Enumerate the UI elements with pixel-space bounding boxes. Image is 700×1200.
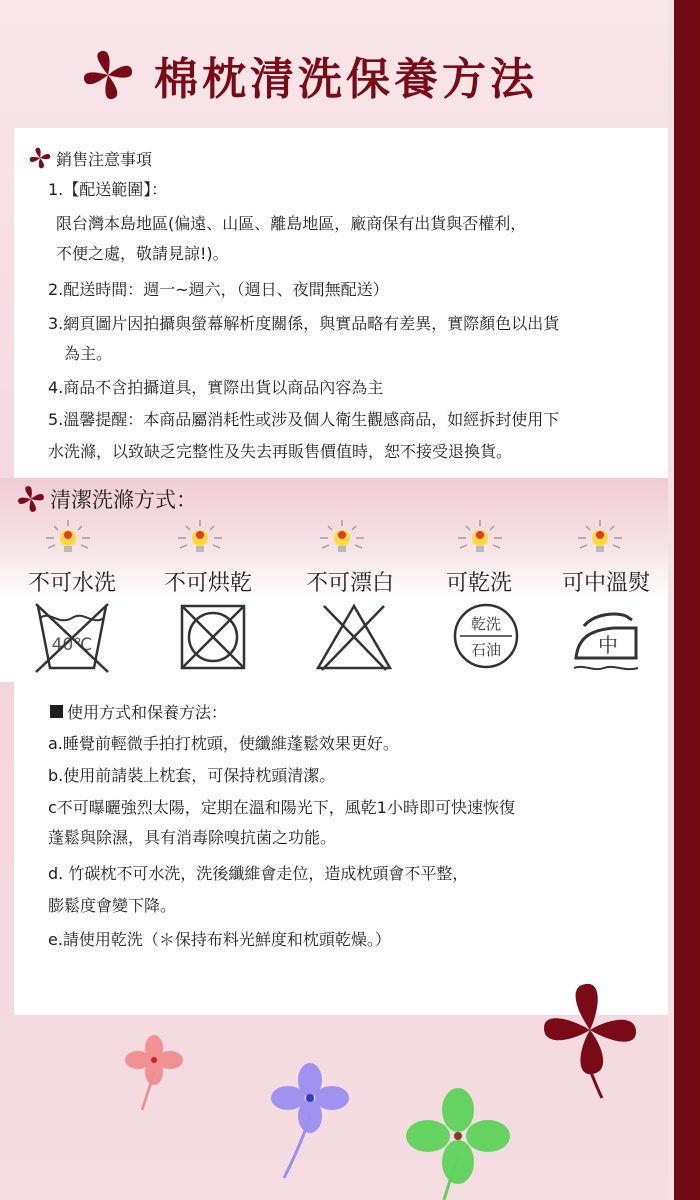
usage-line: b.使用前請裝上枕套，可保持枕頭清潔。 (48, 766, 336, 785)
care-label-iron-medium: 可中溫熨 (562, 571, 651, 596)
usage-line: a.睡覺前輕微手拍打枕頭，使纖維蓬鬆效果更好。 (48, 734, 399, 753)
notice-line: 1.【配送範圍】： (48, 180, 168, 199)
notice-line: 3.網頁圖片因拍攝與螢幕解析度關係，與實品略有差異，實際顏色以出貨 (48, 314, 560, 333)
care-label-no-wash: 不可水洗 (28, 571, 117, 596)
notice-line: 不便之處，敬請見諒!)。 (56, 244, 229, 263)
care-label-no-tumble-dry: 不可烘乾 (164, 571, 253, 596)
usage-line: c不可曝曬強烈太陽，定期在溫和陽光下，風乾1小時即可快速恢復 (48, 798, 515, 817)
bulb-icon (314, 518, 370, 558)
care-heading: 清潔洗滌方式： (50, 488, 197, 512)
care-heading-row (16, 484, 197, 514)
iron-temp-text: 中 (598, 633, 618, 657)
bulb-icon (40, 518, 96, 558)
iron-medium-icon (570, 598, 650, 678)
green-clover-icon (406, 1088, 516, 1200)
notice-panel (14, 128, 668, 480)
bulb-icon (572, 518, 628, 558)
page-title: 棉枕清洗保養方法 (154, 54, 538, 105)
clover-icon (80, 47, 136, 103)
notice-line: 2.配送時間：週一~週六，（週日、夜間無配送） (48, 280, 389, 299)
usage-heading: 使用方式和保養方法： (67, 703, 228, 722)
blue-clover-icon (270, 1062, 350, 1182)
care-label-no-bleach: 不可漂白 (306, 571, 395, 596)
notice-line: 為主。 (64, 344, 113, 363)
care-label-dry-clean: 可乾洗 (446, 571, 513, 596)
notice-line: 4.商品不含拍攝道具，實際出貨以商品內容為主 (48, 378, 384, 397)
no-tumble-dry-icon (172, 598, 252, 678)
notice-line: 水洗滌，以致缺乏完整性及失去再販售價值時，恕不接受退換貨。 (48, 442, 513, 461)
usage-line: 蓬鬆與除濕，具有消毒除嗅抗菌之功能。 (48, 828, 337, 847)
usage-line: 膨鬆度會變下降。 (48, 896, 177, 915)
notice-heading-row (28, 146, 152, 170)
usage-line: e.請使用乾洗（＊保持布料光鮮度和枕頭乾燥。） (48, 930, 391, 949)
notice-heading: 銷售注意事項 (56, 149, 153, 169)
no-wash-temp: 40℃ (51, 635, 93, 655)
dry-clean-text-bottom: 石油 (470, 641, 502, 659)
bulb-icon (452, 518, 508, 558)
dry-clean-text-top: 乾洗 (470, 615, 502, 633)
notice-line: 5.溫馨提醒：本商品屬消耗性或涉及個人衛生觀感商品，如經拆封使用下 (48, 410, 560, 429)
square-bullet-icon (50, 705, 63, 718)
right-accent-bar (674, 0, 700, 1200)
usage-line: d. 竹碳枕不可水洗，洗後纖維會走位，造成枕頭會不平整， (48, 864, 469, 883)
usage-heading-row (50, 700, 227, 723)
no-wash-icon (32, 598, 112, 678)
clover-icon (16, 484, 46, 514)
pink-clover-icon (124, 1034, 184, 1114)
care-panel (0, 478, 668, 682)
dry-clean-icon (452, 598, 532, 678)
page-title-row (80, 40, 538, 110)
clover-icon (28, 146, 52, 170)
red-clover-icon (540, 980, 640, 1100)
no-bleach-icon (314, 598, 394, 678)
notice-line: 限台灣本島地區(偏遠、山區、離島地區，廠商保有出貨與否權利， (56, 214, 527, 233)
usage-panel (14, 680, 668, 1015)
bulb-icon (172, 518, 228, 558)
